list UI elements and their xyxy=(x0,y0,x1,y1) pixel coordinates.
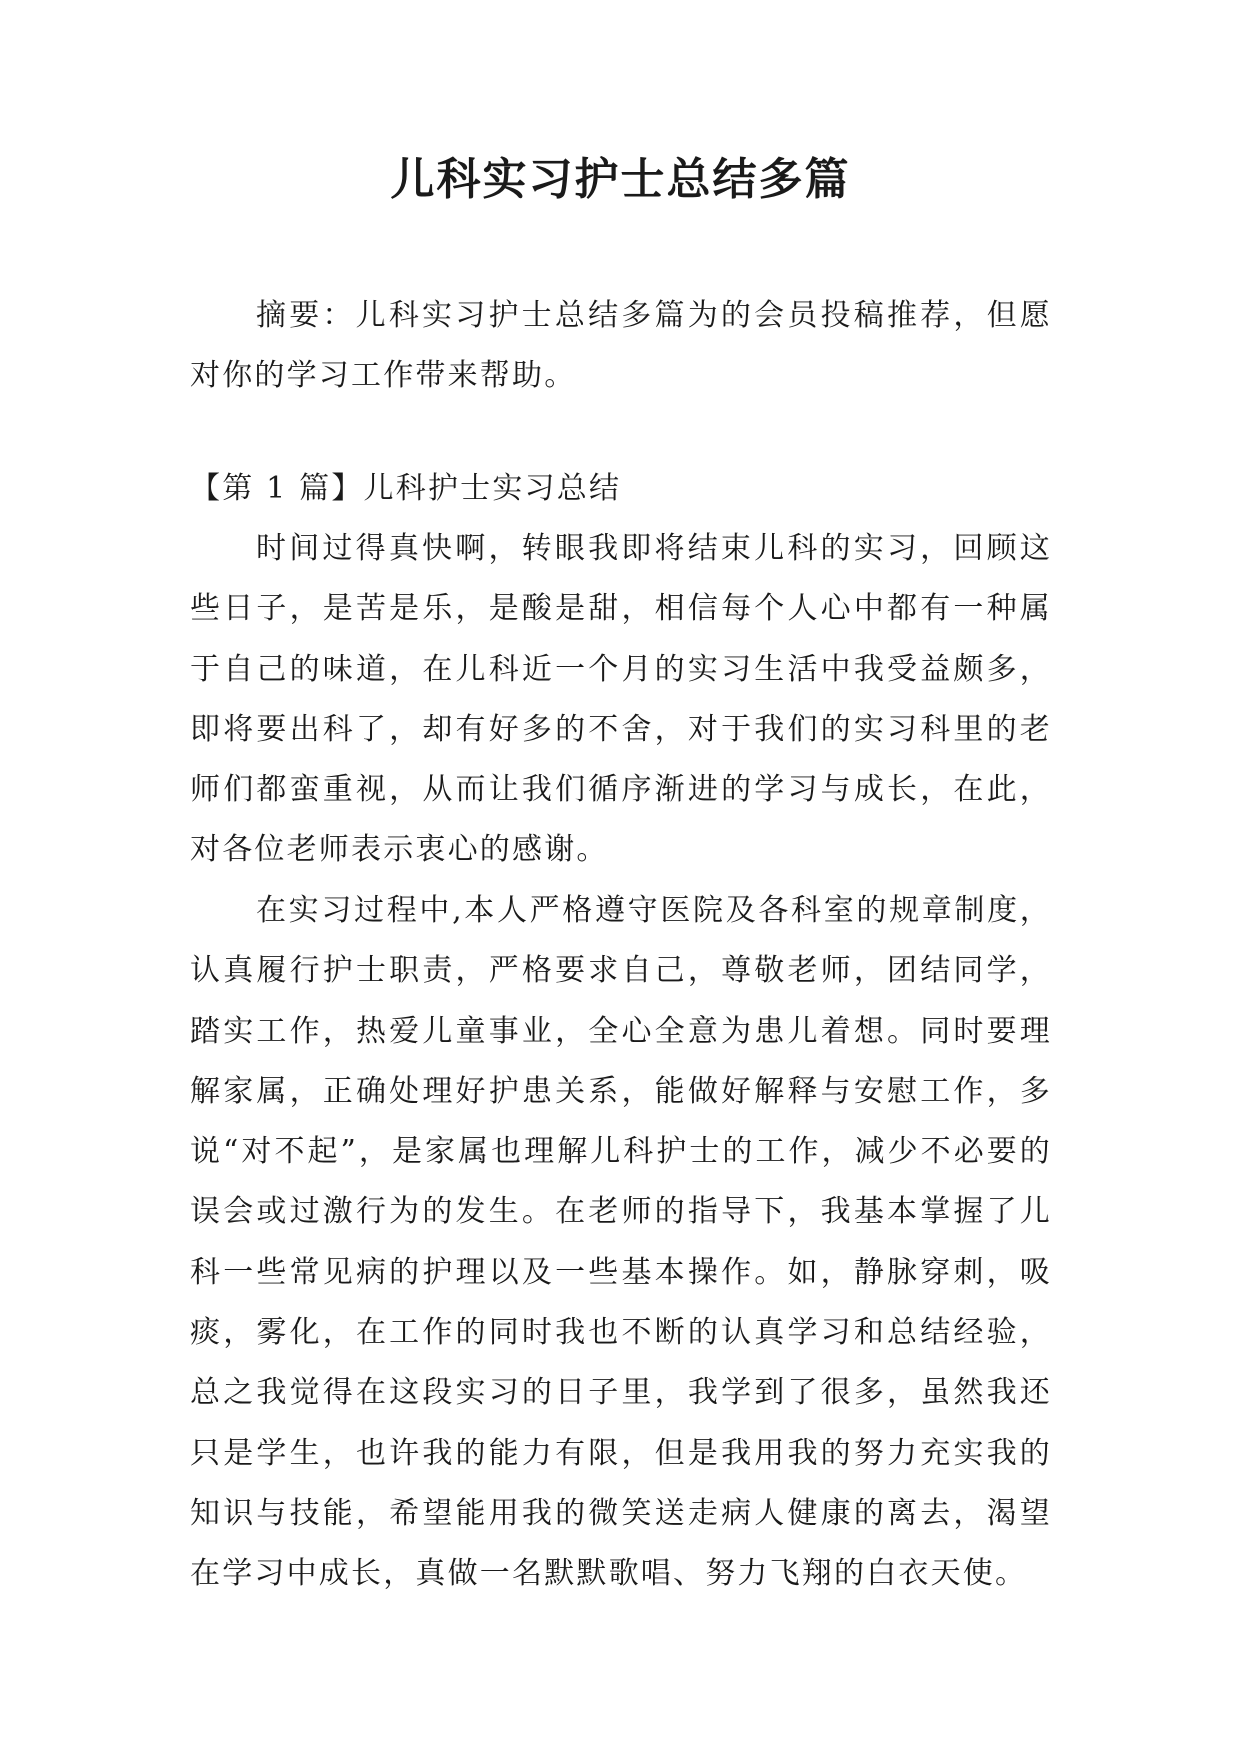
body-paragraph-1: 时间过得真快啊，转眼我即将结束儿科的实习，回顾这些日子，是苦是乐，是酸是甜，相信每个人心中都有一种属于自己的味道，在儿科近一个月的实习生活中我受益颇多，即将要出科了，却有好多的不舍，对于我们的实习科里的老师们都蛮重视，从而让我们循序渐进的学习与成长，在此，对各位老师表示衷心的感谢。 xyxy=(190,531,1052,868)
body-paragraph-2: 在实习过程中,本人严格遵守医院及各科室的规章制度，认真履行护士职责，严格要求自己，尊敬老师，团结同学，踏实工作，热爱儿童事业，全心全意为患儿着想。同时要理解家属，正确处理好护患关系，能做好解释与安慰工作，多说“对不起”，是家属也理解儿科护士的工作，减少不必要的误会或过激行为的发生。在老师的指导下，我基本掌握了儿科一些常见病的护理以及一些基本操作。如，静脉穿刺，吸痰，雾化，在工作的同时我也不断的认真学习和总结经验，总之我觉得在这段实习的日子里，我学到了很多，虽然我还只是学生，也许我的能力有限，但是我用我的努力充实我的知识与技能，希望能用我的微笑送走病人健康的离去，渴望在学习中成长，真做一名默默歌唱、努力飞翔的白衣天使。 xyxy=(190,893,1052,1592)
abstract-paragraph: 摘要：儿科实习护士总结多篇为的会员投稿推荐，但愿对你的学习工作带来帮助。 xyxy=(190,298,1052,394)
document-title: 儿科实习护士总结多篇 xyxy=(390,154,851,205)
section-heading: 【第 1 篇】儿科护士实习总结 xyxy=(190,471,622,506)
